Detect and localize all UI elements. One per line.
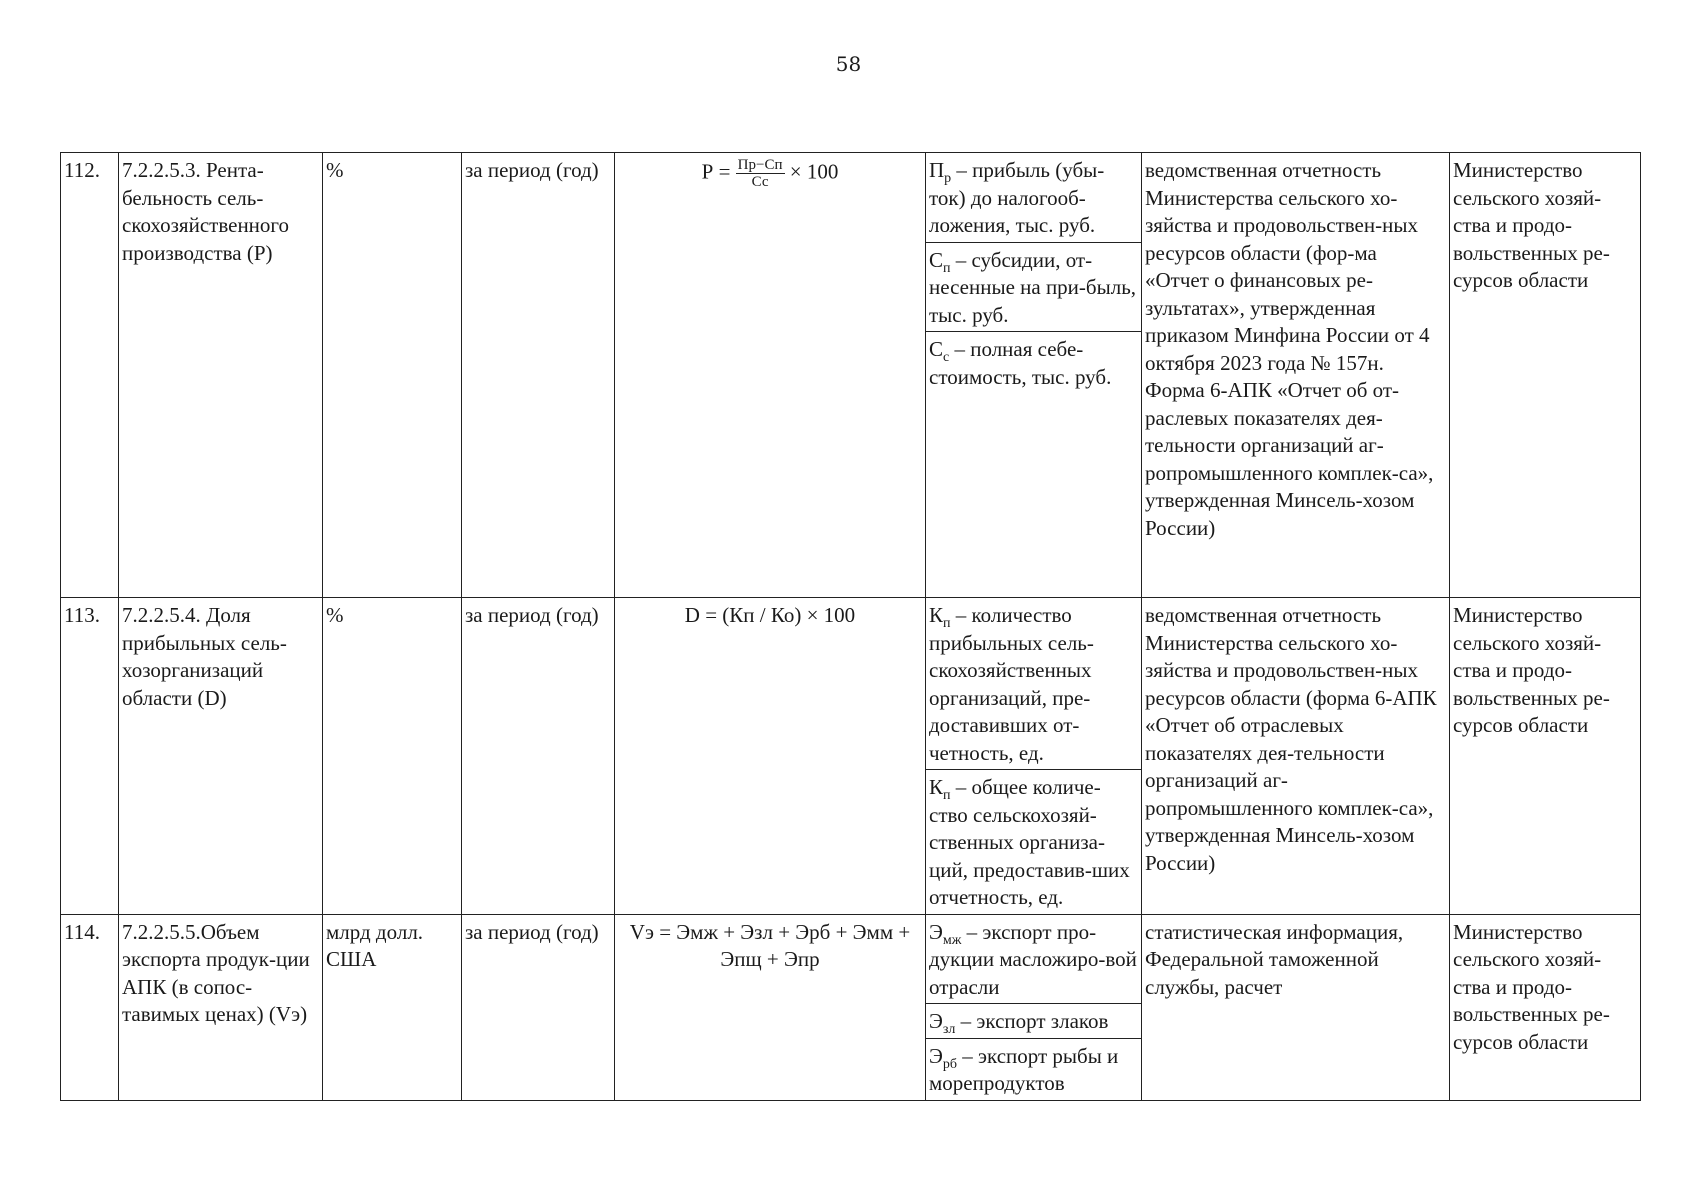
row-number: 114. bbox=[61, 914, 119, 1100]
indicator-name: 7.2.2.5.4. Доля прибыльных сель-хозорганизаций области (D) bbox=[119, 598, 323, 915]
formula: D = (Кп / Ко) × 100 bbox=[615, 598, 926, 915]
row-number: 113. bbox=[61, 598, 119, 915]
row-number: 112. bbox=[61, 153, 119, 598]
responsible-body: Министерство сельского хозяй-ства и продо-вольственных ре-сурсов области bbox=[1450, 598, 1641, 915]
period: за период (год) bbox=[462, 153, 615, 598]
data-source: статистическая информация, Федеральной таможенной службы, расчет bbox=[1142, 914, 1450, 1100]
unit: % bbox=[323, 153, 462, 598]
page-number: 58 bbox=[835, 52, 862, 76]
indicator-name: 7.2.2.5.3. Рента-бельность сель-скохозяйственного производства (Р) bbox=[119, 153, 323, 598]
variables-cell bbox=[926, 914, 1142, 1100]
formula-denominator: Сс bbox=[751, 174, 769, 190]
variable-definition: $К_п$ – количество прибыльных сель-скохозяйственных организаций, пре-доставивших от-четность, ед. bbox=[926, 598, 1141, 770]
variable-definition: $С_с$ – полная себе-стоимость, тыс. руб. bbox=[929, 337, 1112, 389]
table-row bbox=[61, 598, 1641, 915]
indicator-name: 7.2.2.5.5.Объем экспорта продук-ции АПК (в сопос-тавимых ценах) (Vэ) bbox=[119, 914, 323, 1100]
period: за период (год) bbox=[462, 598, 615, 915]
responsible-body: Министерство сельского хозяй-ства и продо-вольственных ре-сурсов области bbox=[1450, 153, 1641, 598]
variable-definition: $Э_{рб}$ – экспорт рыбы и морепродуктов bbox=[929, 1043, 1119, 1095]
unit: млрд долл. США bbox=[323, 914, 462, 1100]
indicators-table bbox=[60, 152, 1641, 1101]
formula-fraction bbox=[736, 157, 785, 190]
formula: Vэ = Эмж + Эзл + Эрб + Эмм + Эпщ + Эпр bbox=[615, 914, 926, 1100]
formula bbox=[615, 153, 926, 598]
table-row bbox=[61, 153, 1641, 598]
formula-lhs: Р = bbox=[701, 159, 731, 184]
variable-definition: $П_р$ – прибыль (убы-ток) до налогооб-ложения, тыс. руб. bbox=[926, 153, 1141, 243]
unit: % bbox=[323, 598, 462, 915]
formula-rhs: × 100 bbox=[789, 159, 839, 184]
variables-cell bbox=[926, 153, 1142, 598]
responsible-body: Министерство сельского хозяй-ства и продо-вольственных ре-сурсов области bbox=[1450, 914, 1641, 1100]
variable-definition: $С_п$ – субсидии, от-несенные на при-быль, тыс. руб. bbox=[926, 243, 1141, 333]
period: за период (год) bbox=[462, 914, 615, 1100]
variable-definition: $К_п$ – общее количе-ство сельскохозяй-ственных организа-ций, предоставив-ших отчетность, ед. bbox=[929, 775, 1130, 909]
variables-cell bbox=[926, 598, 1142, 915]
data-source: ведомственная отчетность Министерства сельского хо-зяйства и продовольствен-ных ресурсов области (фор-ма «Отчет о финансовых ре-зультатах», утвержденная приказом Минфина России от 4 октября 2023 года № 157н. Форма 6-АПК «Отчет об от-раслевых показателях дея-тельности организаций аг-ропромышленного комплек-са», утвержденная Минсель-хозом России) bbox=[1142, 153, 1450, 598]
variable-definition: $Э_{мж}$ – экспорт про-дукции масложиро-вой отрасли bbox=[926, 915, 1141, 1005]
variable-definition: $Э_{зл}$ – экспорт злаков bbox=[926, 1004, 1141, 1039]
data-source: ведомственная отчетность Министерства сельского хо-зяйства и продовольствен-ных ресурсов области (форма 6-АПК «Отчет об отраслевых показателях дея-тельности организаций аг-ропромышленного комплек-са», утвержденная Минсель-хозом России) bbox=[1142, 598, 1450, 915]
table-row bbox=[61, 914, 1641, 1100]
formula-numerator: Пр−Сп bbox=[737, 157, 783, 173]
